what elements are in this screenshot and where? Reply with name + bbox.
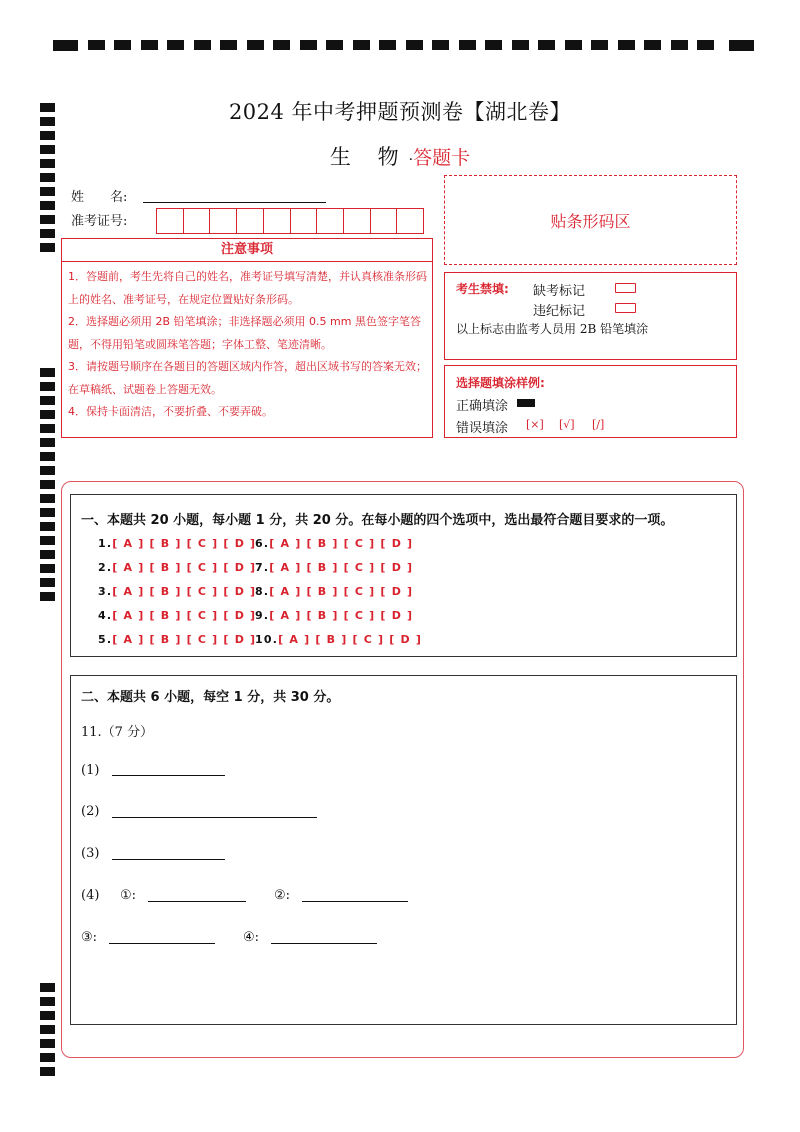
blank-4-1-label: ①: (120, 888, 137, 903)
blank-4-3-line[interactable] (109, 943, 215, 944)
fill-sample-box (444, 365, 737, 438)
proctor-note: 以上标志由监考人员用 2B 铅笔填涂 (456, 322, 649, 336)
blank-4-2-line[interactable] (302, 901, 408, 902)
proctor-box (444, 272, 737, 360)
mcq-row[interactable]: 9.[ A ] [ B ] [ C ] [ D ] (255, 609, 414, 622)
answer-card-label: 答题卡 (413, 147, 471, 169)
sample-title: 选择题填涂样例: (456, 376, 545, 390)
barcode-area (444, 175, 737, 265)
mcq-row[interactable]: 1.[ A ] [ B ] [ C ] [ D ] (98, 537, 257, 550)
notice-title: 注意事项 (61, 238, 433, 262)
section-1-heading: 一、本题共 20 小题，每小题 1 分，共 20 分。在每小题的四个选项中，选出最符合题目要求的一项。 (81, 513, 674, 528)
mcq-row[interactable]: 2.[ A ] [ B ] [ C ] [ D ] (98, 561, 257, 574)
subject-title (0, 141, 800, 171)
wrong-mark-check: [√] (559, 418, 575, 431)
subject-name: 生 物 (329, 145, 409, 169)
blank-1-label: (1) (81, 763, 100, 778)
exam-id-boxes[interactable] (156, 208, 424, 234)
section-2-heading: 二、本题共 6 小题，每空 1 分，共 30 分。 (81, 690, 340, 705)
section-1-box (70, 494, 737, 657)
notice-item: 1．答题前，考生先将自己的姓名，准考证号填写清楚，并认真核准条形码上的姓名、准考证号，在规定位置贴好条形码。 (68, 270, 427, 306)
absent-mark-box[interactable] (615, 283, 636, 293)
name-field[interactable] (143, 202, 326, 203)
blank-2-label: (2) (81, 804, 100, 819)
notice-box (61, 262, 433, 438)
mcq-row[interactable]: 8.[ A ] [ B ] [ C ] [ D ] (255, 585, 414, 598)
blank-4-label: (4) (81, 888, 100, 903)
correct-fill-label: 正确填涂 (456, 399, 509, 414)
blank-4-2-label: ②: (274, 888, 291, 903)
blank-1-line[interactable] (112, 775, 225, 776)
mcq-row[interactable]: 10.[ A ] [ B ] [ C ] [ D ] (255, 633, 423, 646)
notice-item: 2．选择题必须用 2B 铅笔填涂；非选择题必须用 0.5 mm 黑色签字笔答题，不得用铅笔或圆珠笔答题；字体工整、笔迹清晰。 (68, 315, 421, 351)
section-2-box (70, 675, 737, 1025)
forbidden-label: 考生禁填: (456, 282, 509, 296)
mcq-row[interactable]: 4.[ A ] [ B ] [ C ] [ D ] (98, 609, 257, 622)
name-label: 姓 名: (71, 190, 128, 205)
mcq-row[interactable]: 6.[ A ] [ B ] [ C ] [ D ] (255, 537, 414, 550)
question-11-label: 11.（7 分） (81, 725, 154, 740)
barcode-label: 贴条形码区 (550, 211, 631, 231)
notice-item: 4．保持卡面清洁，不要折叠、不要弄破。 (68, 405, 273, 418)
exam-id-label: 准考证号: (71, 214, 128, 229)
blank-4-3-label: ③: (81, 930, 98, 945)
mcq-row[interactable]: 7.[ A ] [ B ] [ C ] [ D ] (255, 561, 414, 574)
wrong-mark-slash: [/] (592, 418, 605, 431)
blank-4-4-line[interactable] (271, 943, 377, 944)
notice-item: 3．请按题号顺序在各题目的答题区域内作答，超出区域书写的答案无效；在草稿纸、试题卷上答题无效。 (68, 360, 427, 396)
blank-4-4-label: ④: (243, 930, 260, 945)
absent-label: 缺考标记 (533, 284, 586, 299)
blank-4-1-line[interactable] (148, 901, 246, 902)
exam-title: 2024 年中考押题预测卷【湖北卷】 (228, 100, 572, 124)
blank-3-line[interactable] (112, 859, 225, 860)
wrong-fill-label: 错误填涂 (456, 421, 509, 436)
blank-2-line[interactable] (112, 817, 317, 818)
subject-dot: · (408, 152, 414, 168)
mcq-row[interactable]: 3.[ A ] [ B ] [ C ] [ D ] (98, 585, 257, 598)
blank-3-label: (3) (81, 846, 100, 861)
violation-mark-box[interactable] (615, 303, 636, 313)
violation-label: 违纪标记 (533, 304, 586, 319)
wrong-mark-x: [×] (526, 418, 544, 431)
mcq-row[interactable]: 5.[ A ] [ B ] [ C ] [ D ] (98, 633, 257, 646)
correct-fill-mark (517, 399, 535, 407)
